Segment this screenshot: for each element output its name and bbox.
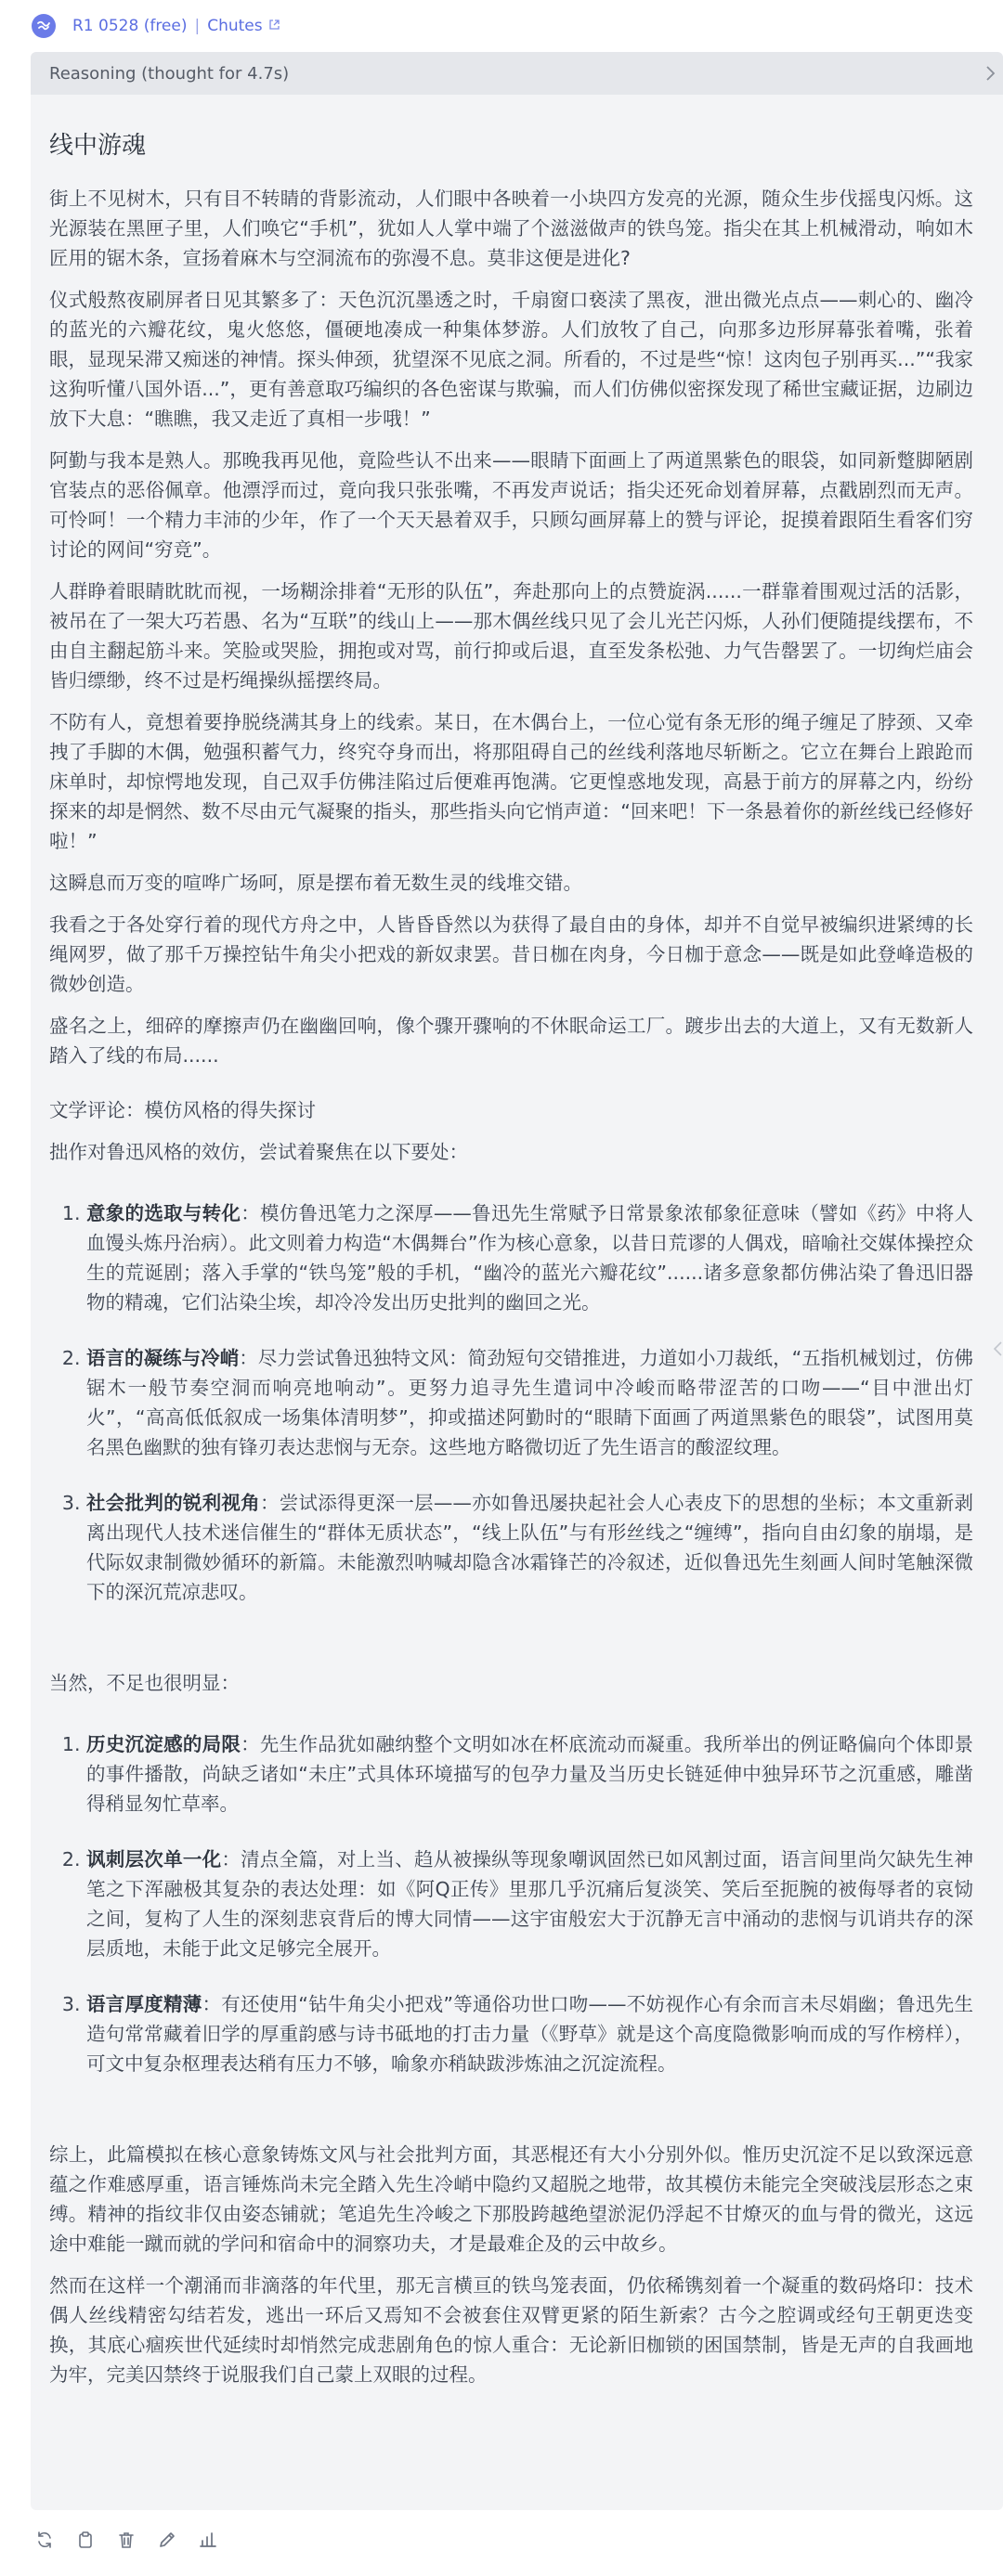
list-item-title: 意象的选取与转化 bbox=[86, 1202, 241, 1224]
article-paragraph: 人群睁着眼睛眈眈而视，一场糊涂排着“无形的队伍”，奔赴那向上的点赞旋涡......一群靠着围观过活的活影，被吊在了一架大巧若愚、名为“互联”的线山上——那木偶丝线只见了会儿光芒闪烁，人孙们便随提线摆布，不由自主翻起筋斗来。笑脸或哭脸，拥抱或对骂，前行抑或后退，直至发条松弛、力气告罄罢了。一切绚烂庙会皆归缥缈，终不过是朽绳操纵摇摆终局。 bbox=[49, 580, 973, 692]
list-item-text: ：有还使用“钻牛角尖小把戏”等通俗功世口吻——不妨视作心有余而言未尽娟幽；鲁迅先生造句常常藏着旧学的厚重韵感与诗书砥地的打击力量（《野草》就是这个高度隐微影响而成的写作榜样），可文中复杂枢理表达稍有压力不够，喻象亦稍缺跋涉炼油之沉淀流程。 bbox=[86, 1993, 973, 2075]
list-item-title: 语言厚度精薄 bbox=[86, 1993, 202, 2015]
list-item bbox=[86, 1989, 973, 2078]
clipboard-icon bbox=[76, 2531, 95, 2549]
article-paragraph: 阿勤与我本是熟人。那晚我再见他，竟险些认不出来——眼睛下面画上了两道黑紫色的眼袋，如同新蹩脚陋剧官装点的恶俗佩章。他漂浮而过，竟向我只张张嘴，不再发声说话；指尖还死命划着屏幕，点戳剧烈而无声。可怜呵！一个精力丰沛的少年，作了一个天天悬着双手，只顾勾画屏幕上的赞与评论，捉摸着跟陌生看客们穷讨论的网间“穷竞”。 bbox=[49, 449, 973, 561]
model-provider-link[interactable] bbox=[72, 17, 280, 35]
article-paragraph: 这瞬息而万变的喧哗广场呵，原是摆布着无数生灵的线堆交错。 bbox=[49, 872, 582, 894]
model-logo-icon bbox=[32, 14, 56, 38]
bar-chart-icon bbox=[199, 2531, 217, 2549]
chevron-left-icon[interactable] bbox=[992, 1340, 1003, 1361]
reasoning-toggle[interactable] bbox=[31, 52, 1003, 95]
provider-name: Chutes bbox=[207, 17, 263, 35]
external-link-icon bbox=[268, 17, 280, 35]
strengths-list bbox=[49, 1198, 973, 1607]
article-paragraph: 街上不见树木，只有目不转睛的背影流动，人们眼中各映着一小块四方发亮的光源，随众生步伐摇曳闪烁。这光源装在黑匣子里，人们唤它“手机”，犹如人人掌中端了个滋滋做声的铁鸟笼。指尖在其上机械滑动，响如木匠用的锯木条，宣扬着麻木与空洞流布的弥漫不息。莫非这便是进化? bbox=[49, 188, 973, 269]
message-actions bbox=[35, 2521, 240, 2558]
edit-button[interactable] bbox=[158, 2526, 199, 2554]
delete-button[interactable] bbox=[117, 2526, 158, 2554]
stats-button[interactable] bbox=[199, 2526, 240, 2554]
article-title: 线中游魂 bbox=[49, 132, 147, 160]
list-item-text: ：先生作品犹如融纳整个文明如冰在杯底流动而凝重。我所举出的例证略偏向个体即景的事件播散，尚缺乏诸如“未庄”式具体环境描写的包孕力量及当历史长链延伸中独异环节之沉重感，雕凿得稍显匆忙草率。 bbox=[86, 1733, 974, 1815]
list-item-text: ：尽力尝试鲁迅独特文风：简劲短句交错推进，力道如小刀裁纸，“五指机械划过，仿佛锯木一般节奏空洞而响亮地响动”。更努力追寻先生遣词中冷峻而略带涩苦的口吻——“目中泄出灯火”，“高高低低叙成一场集体清明梦”，抑或描述阿勤时的“眼睛下面画了两道黑紫色的眼袋”，试图用莫名黑色幽默的独有锋刃表达悲悯与无奈。这些地方略微切近了先生语言的酸涩纹理。 bbox=[86, 1347, 974, 1458]
review-intro: 拙作对鲁迅风格的效仿，尝试着聚焦在以下要处： bbox=[49, 1141, 468, 1163]
article-paragraph: 我看之于各处穿行着的现代方舟之中，人皆昏昏然以为获得了最自由的身体，却并不自觉早被编织进紧缚的长绳网罗，做了那千万操控钻牛角尖小把戏的新奴隶罢。昔日枷在肉身，今日枷于意念——既是如此登峰造极的微妙创造。 bbox=[49, 913, 973, 995]
review-title: 文学评论：模仿风格的得失探讨 bbox=[49, 1099, 316, 1121]
list-item bbox=[86, 1343, 973, 1462]
list-item-text: ：模仿鲁迅笔力之深厚——鲁迅先生常赋予日常景象浓郁象征意味（譬如《药》中将人血馒头炼丹治病）。此文则着力构造“木偶舞台”作为核心意象，以昔日荒谬的人偶戏，暗喻社交媒体操控众生的荒诞剧；落入手掌的“铁鸟笼”般的手机，“幽冷的蓝光六瓣花纹”......诸多意象都仿佛沾染了鲁迅旧器物的精魂，它们沾染尘埃，却冷冷发出历史批判的幽回之光。 bbox=[86, 1202, 974, 1314]
list-item-text: ：清点全篇，对上当、趋从被操纵等现象嘲讽固然已如风割过面，语言间里尚欠缺先生神笔之下浑融极其复杂的表达处理：如《阿Q正传》里那几乎沉痛后复淡笑、笑后至扼腕的被侮辱者的哀恸之间，复构了人生的深刻悲哀背后的博大同情——这宇宙般宏大于沉静无言中涌动的悲悯与讥诮共存的深层质地，未能于此文足够完全展开。 bbox=[86, 1848, 974, 1960]
list-item-title: 社会批判的锐利视角 bbox=[86, 1492, 260, 1514]
conclusion-paragraph: 然而在这样一个潮涌而非滴落的年代里，那无言横亘的铁鸟笼表面，仍依稀镌刻着一个凝重的数码烙印：技术偶人丝线精密勾结若发，逃出一环后又焉知不会被套住双臂更紧的陌生新索？古今之腔调或经句王朝更迭变换，其底心痼疾世代延续时却悄然完成悲剧角色的惊人重合：无论新旧枷锁的困国禁制，皆是无声的自我画地为牢，完美囚禁终于说服我们自己蒙上双眼的过程。 bbox=[49, 2274, 973, 2386]
pencil-icon bbox=[158, 2531, 176, 2549]
article-paragraph: 盛名之上，细碎的摩擦声仍在幽幽回响，像个骤开骤响的不休眠命运工厂。踱步出去的大道上，又有无数新人踏入了线的布局...... bbox=[49, 1015, 973, 1067]
weakness-intro: 当然，不足也很明显： bbox=[49, 1672, 240, 1694]
article-paragraph: 仪式般熬夜刷屏者日见其繁多了：天色沉沉墨透之时，千扇窗口亵渎了黑夜，泄出微光点点——刺心的、幽冷的蓝光的六瓣花纹，鬼火悠悠，僵硬地凑成一种集体梦游。人们放牧了自己，向那多边形屏幕张着嘴，张着眼，显现呆滞又痴迷的神情。探头伸颈，犹望深不见底之洞。所看的，不过是些“惊！这肉包子别再买...”“我家这狗听懂八国外语...”，更有善意取巧编织的各色密谋与欺骗，而人们仿佛似密探发现了稀世宝藏证据，边刷边放下大息：“瞧瞧，我又走近了真相一步哦！” bbox=[49, 289, 973, 430]
message-card bbox=[31, 52, 1003, 2510]
weaknesses-list bbox=[49, 1729, 973, 2078]
copy-button[interactable] bbox=[76, 2526, 117, 2554]
list-item-title: 语言的凝练与冷峭 bbox=[86, 1347, 240, 1369]
conclusion-paragraph: 综上，此篇模拟在核心意象铸炼文风与社会批判方面，其恶棍还有大小分别外似。惟历史沉淀不足以致深远意蕴之作难感厚重，语言锤炼尚未完全踏入先生冷峭中隐约又超脱之地带，故其模仿未能完全突破浅层形态之束缚。精神的指纹非仅由姿态铺就；笔追先生冷峻之下那股跨越绝望淤泥仍浮起不甘燎灭的血与骨的微光，这远途中难能一蹴而就的学问和宿命中的洞察功夫，才是最难企及的云中故乡。 bbox=[49, 2143, 973, 2255]
list-item-text: ：尝试添得更深一层——亦如鲁迅屡抉起社会人心表皮下的思想的坐标；本文重新剥离出现代人技术迷信催生的“群体无质状态”，“线上队伍”与有形丝线之“缠缚”，指向自由幻象的崩塌，是代际奴隶制微妙循环的新篇。未能激烈呐喊却隐含冰霜锋芒的冷叙述，近似鲁迅先生刻画人间时笔触深微下的深沉荒凉悲叹。 bbox=[86, 1492, 974, 1603]
list-item bbox=[86, 1729, 973, 1819]
reasoning-label: Reasoning (thought for 4.7s) bbox=[49, 63, 290, 84]
list-item bbox=[86, 1488, 973, 1607]
message-content bbox=[31, 95, 1003, 2510]
chevron-right-icon bbox=[984, 64, 997, 87]
message-header bbox=[0, 0, 1003, 52]
list-item-title: 历史沉淀感的局限 bbox=[86, 1733, 241, 1755]
trash-icon bbox=[117, 2531, 136, 2549]
model-name: R1 0528 (free) bbox=[72, 17, 188, 35]
list-item bbox=[86, 1198, 973, 1317]
regenerate-button[interactable] bbox=[35, 2526, 76, 2554]
article-paragraph: 不防有人，竟想着要挣脱绕满其身上的线索。某日，在木偶台上，一位心觉有条无形的绳子缠足了脖颈、又牵拽了手脚的木偶，勉强积蓄气力，终究夺身而出，将那阻碍自己的丝线利落地尽斩断之。它立在舞台上踉跄而床单时，却惊愕地发现，自己双手仿佛洼陷过后便难再饱满。它更惶惑地发现，高悬于前方的屏幕之内，纷纷探来的却是惘然、数不尽由元气凝聚的指头，那些指头向它悄声道：“回来吧！下一条悬着你的新丝线已经修好啦！” bbox=[49, 711, 973, 852]
list-item bbox=[86, 1845, 973, 1963]
list-item-title: 讽刺层次单一化 bbox=[86, 1848, 222, 1871]
separator: | bbox=[194, 17, 201, 35]
refresh-icon bbox=[35, 2531, 54, 2549]
